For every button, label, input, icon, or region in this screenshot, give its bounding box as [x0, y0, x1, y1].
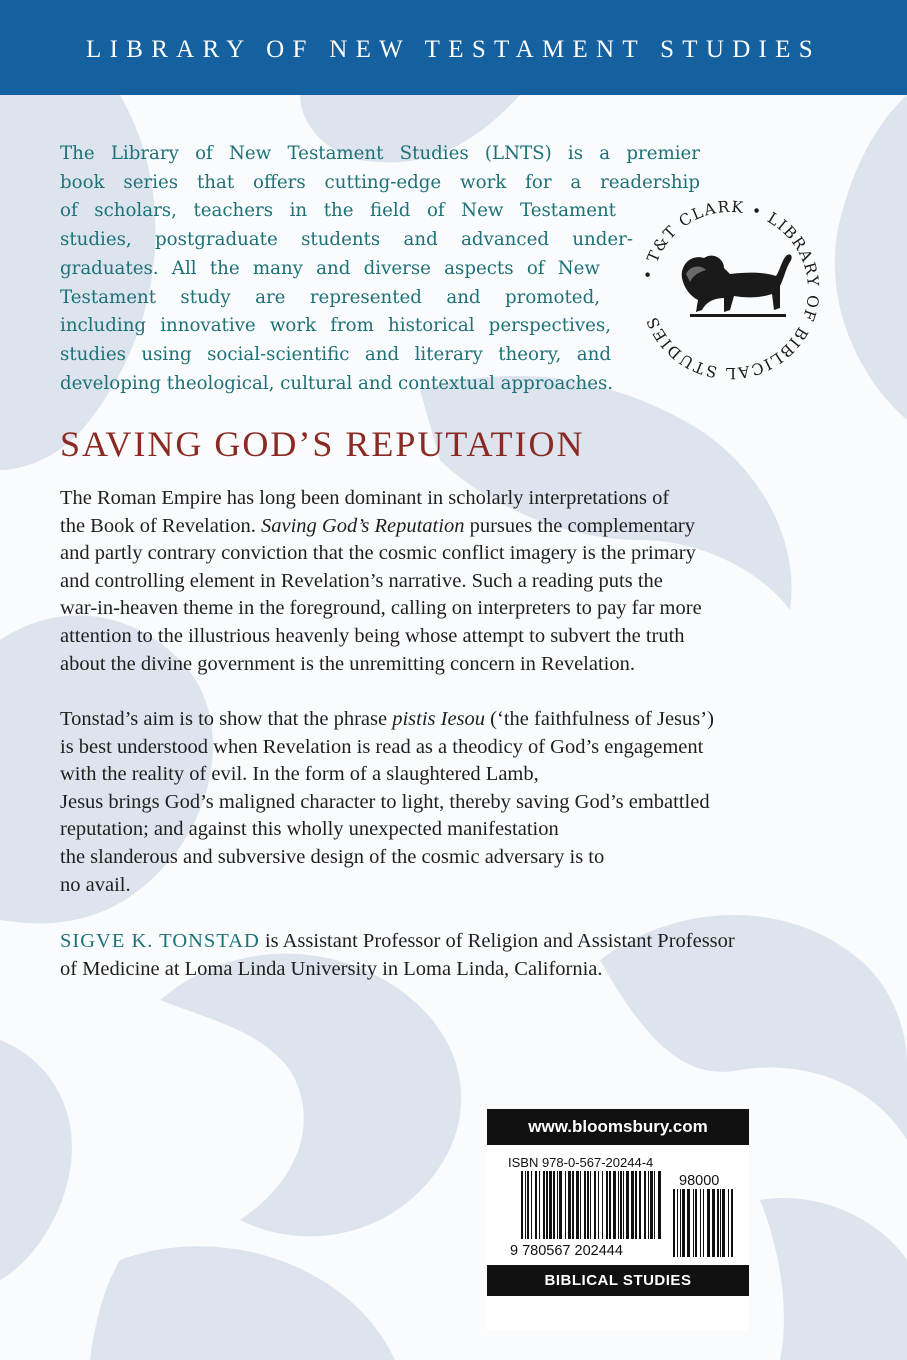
- barcode-bar: [557, 1171, 558, 1239]
- barcode-bar: [620, 1171, 622, 1239]
- book-title: SAVING GOD’S REPUTATION: [60, 424, 585, 464]
- text-segment: pursues the complementary: [464, 514, 696, 537]
- text-segment: is Assistant Professor of Religion and Assistant Professor: [259, 930, 735, 952]
- series-description-line: studies using social-scientific and literary theory, and: [60, 343, 611, 365]
- text-line: [60, 513, 702, 541]
- barcode-bar: [559, 1171, 562, 1239]
- author-bio: [60, 928, 735, 983]
- barcode-bar: [639, 1171, 641, 1239]
- lion-icon: [682, 254, 792, 317]
- book-description-paragraph-2: [60, 706, 714, 899]
- barcode-bar: [602, 1171, 603, 1239]
- text-line: with the reality of evil. In the form of a slaughtered Lamb,: [60, 763, 539, 786]
- barcode-bar: [722, 1189, 725, 1257]
- barcode-bar: [618, 1171, 619, 1239]
- barcode-bar: [682, 1189, 685, 1257]
- barcode-bar: [609, 1171, 611, 1239]
- series-description-line: book series that offers cutting-edge work for a readership: [60, 171, 700, 193]
- series-description-line: studies, postgraduate students and advanced under-: [60, 229, 633, 251]
- text-line: reputation; and against this wholly unexpected manifestation: [60, 818, 559, 841]
- barcode-bar: [598, 1171, 599, 1239]
- barcode-bar: [720, 1189, 721, 1257]
- barcode-bar: [594, 1171, 596, 1239]
- barcode-bar: [527, 1171, 529, 1239]
- barcode-bar: [635, 1171, 637, 1239]
- text-line: [60, 706, 714, 734]
- text-line: war-in-heaven theme in the foreground, calling on interpreters to pay far more: [60, 597, 702, 620]
- price-barcode-bars: [673, 1189, 733, 1257]
- barcode-bar: [644, 1171, 646, 1239]
- barcode-bar: [572, 1171, 574, 1239]
- text-line: The Roman Empire has long been dominant in scholarly interpretations of: [60, 487, 670, 509]
- series-description-line: Testament study are represented and promoted,: [60, 286, 600, 308]
- text-line: the slanderous and subversive design of the cosmic adversary is to: [60, 845, 605, 868]
- barcode-bar: [700, 1189, 701, 1257]
- barcode-bar: [658, 1171, 661, 1239]
- barcode-bar: [535, 1171, 537, 1239]
- series-description: [60, 140, 700, 398]
- text-segment: (‘the faithfulness of Jesus’): [485, 708, 714, 730]
- series-description-line: of scholars, teachers in the field of New Testament: [60, 200, 616, 222]
- barcode-bar: [565, 1171, 566, 1239]
- barcode-bar: [717, 1189, 719, 1257]
- barcode-bar: [707, 1189, 710, 1257]
- barcode-bar: [606, 1171, 608, 1239]
- isbn-label: ISBN 978-0-567-20244-4: [508, 1155, 654, 1170]
- text-line: is best understood when Revelation is read as a theodicy of God’s engagement: [60, 735, 704, 758]
- barcode-bar: [673, 1189, 675, 1257]
- barcode-bar: [576, 1171, 579, 1239]
- barcode-bar: [584, 1171, 586, 1239]
- barcode-bar: [677, 1189, 678, 1257]
- isbn-barcode: [507, 1171, 733, 1257]
- text-line: and controlling element in Revelation’s narrative. Such a reading puts the: [60, 569, 663, 592]
- barcode-bars: [521, 1171, 661, 1239]
- barcode-bar: [654, 1171, 655, 1239]
- barcode-bar: [580, 1171, 581, 1239]
- text-line: no avail.: [60, 873, 131, 896]
- barcode-bar: [728, 1189, 729, 1257]
- barcode-bar: [531, 1171, 532, 1239]
- barcode-bar: [712, 1189, 715, 1257]
- barcode-bar: [568, 1171, 571, 1239]
- barcode-bar: [626, 1171, 629, 1239]
- barcode-bar: [539, 1171, 540, 1239]
- series-description-line: The Library of New Testament Studies (LNTS) is a premier: [60, 143, 700, 164]
- barcode-panel: [487, 1109, 749, 1331]
- barcode-bar: [553, 1171, 555, 1239]
- seal-text: • T&T CLARK • LIBRARY OF BIBLICAL STUDIES: [638, 197, 823, 383]
- text-line: of Medicine at Loma Linda University in Loma Linda, California.: [60, 957, 603, 980]
- barcode-bar: [546, 1171, 548, 1239]
- book-description-paragraph-1: [60, 485, 702, 678]
- series-banner: [0, 0, 907, 95]
- barcode-bar: [650, 1171, 653, 1239]
- text-line: and partly contrary conviction that the cosmic conflict imagery is the primary: [60, 542, 696, 565]
- barcode-bar: [695, 1189, 697, 1257]
- text-line: attention to the illustrious heavenly being whose attempt to subvert the truth: [60, 624, 685, 647]
- barcode-bar: [613, 1171, 616, 1239]
- series-description-line: graduates. All the many and diverse aspects of New: [60, 257, 600, 279]
- text-line: about the divine government is the unremitting concern in Revelation.: [60, 652, 635, 675]
- ean-digits: 9 780567 202444: [510, 1243, 623, 1257]
- barcode-bar: [623, 1171, 624, 1239]
- barcode-bar: [590, 1171, 591, 1239]
- barcode-bar: [521, 1171, 523, 1239]
- barcode-bar: [587, 1171, 589, 1239]
- barcode-bar: [680, 1189, 681, 1257]
- barcode-bar: [525, 1171, 526, 1239]
- text-line: Jesus brings God’s maligned character to light, thereby saving God’s embattled: [60, 790, 710, 813]
- barcode-bar: [703, 1189, 704, 1257]
- series-description-line: including innovative work from historical perspectives,: [60, 315, 611, 337]
- barcode-bar: [731, 1189, 733, 1257]
- tt-clark-seal-logo: [630, 190, 830, 390]
- greek-term-italic: pistis Iesou: [392, 708, 486, 730]
- publisher-url: www.bloomsbury.com: [487, 1109, 749, 1145]
- book-title-italic: Saving God’s Reputation: [260, 514, 465, 537]
- text-line: [60, 928, 735, 956]
- barcode-bar: [687, 1189, 690, 1257]
- series-description-line: developing theological, cultural and contextual approaches.: [60, 372, 614, 394]
- barcode-bar: [543, 1171, 545, 1239]
- barcode-bar: [693, 1189, 694, 1257]
- barcode-bar: [549, 1171, 552, 1239]
- barcode-bar: [631, 1171, 634, 1239]
- category-label: BIBLICAL STUDIES: [487, 1265, 749, 1296]
- price-code: 98000: [679, 1173, 720, 1189]
- barcode-bar: [648, 1171, 649, 1239]
- author-name: SIGVE K. TONSTAD: [60, 930, 260, 952]
- text-segment: Tonstad’s aim is to show that the phrase: [60, 708, 393, 730]
- series-name: LIBRARY OF NEW TESTAMENT STUDIES: [86, 36, 821, 63]
- text-segment: the Book of Revelation.: [60, 514, 261, 537]
